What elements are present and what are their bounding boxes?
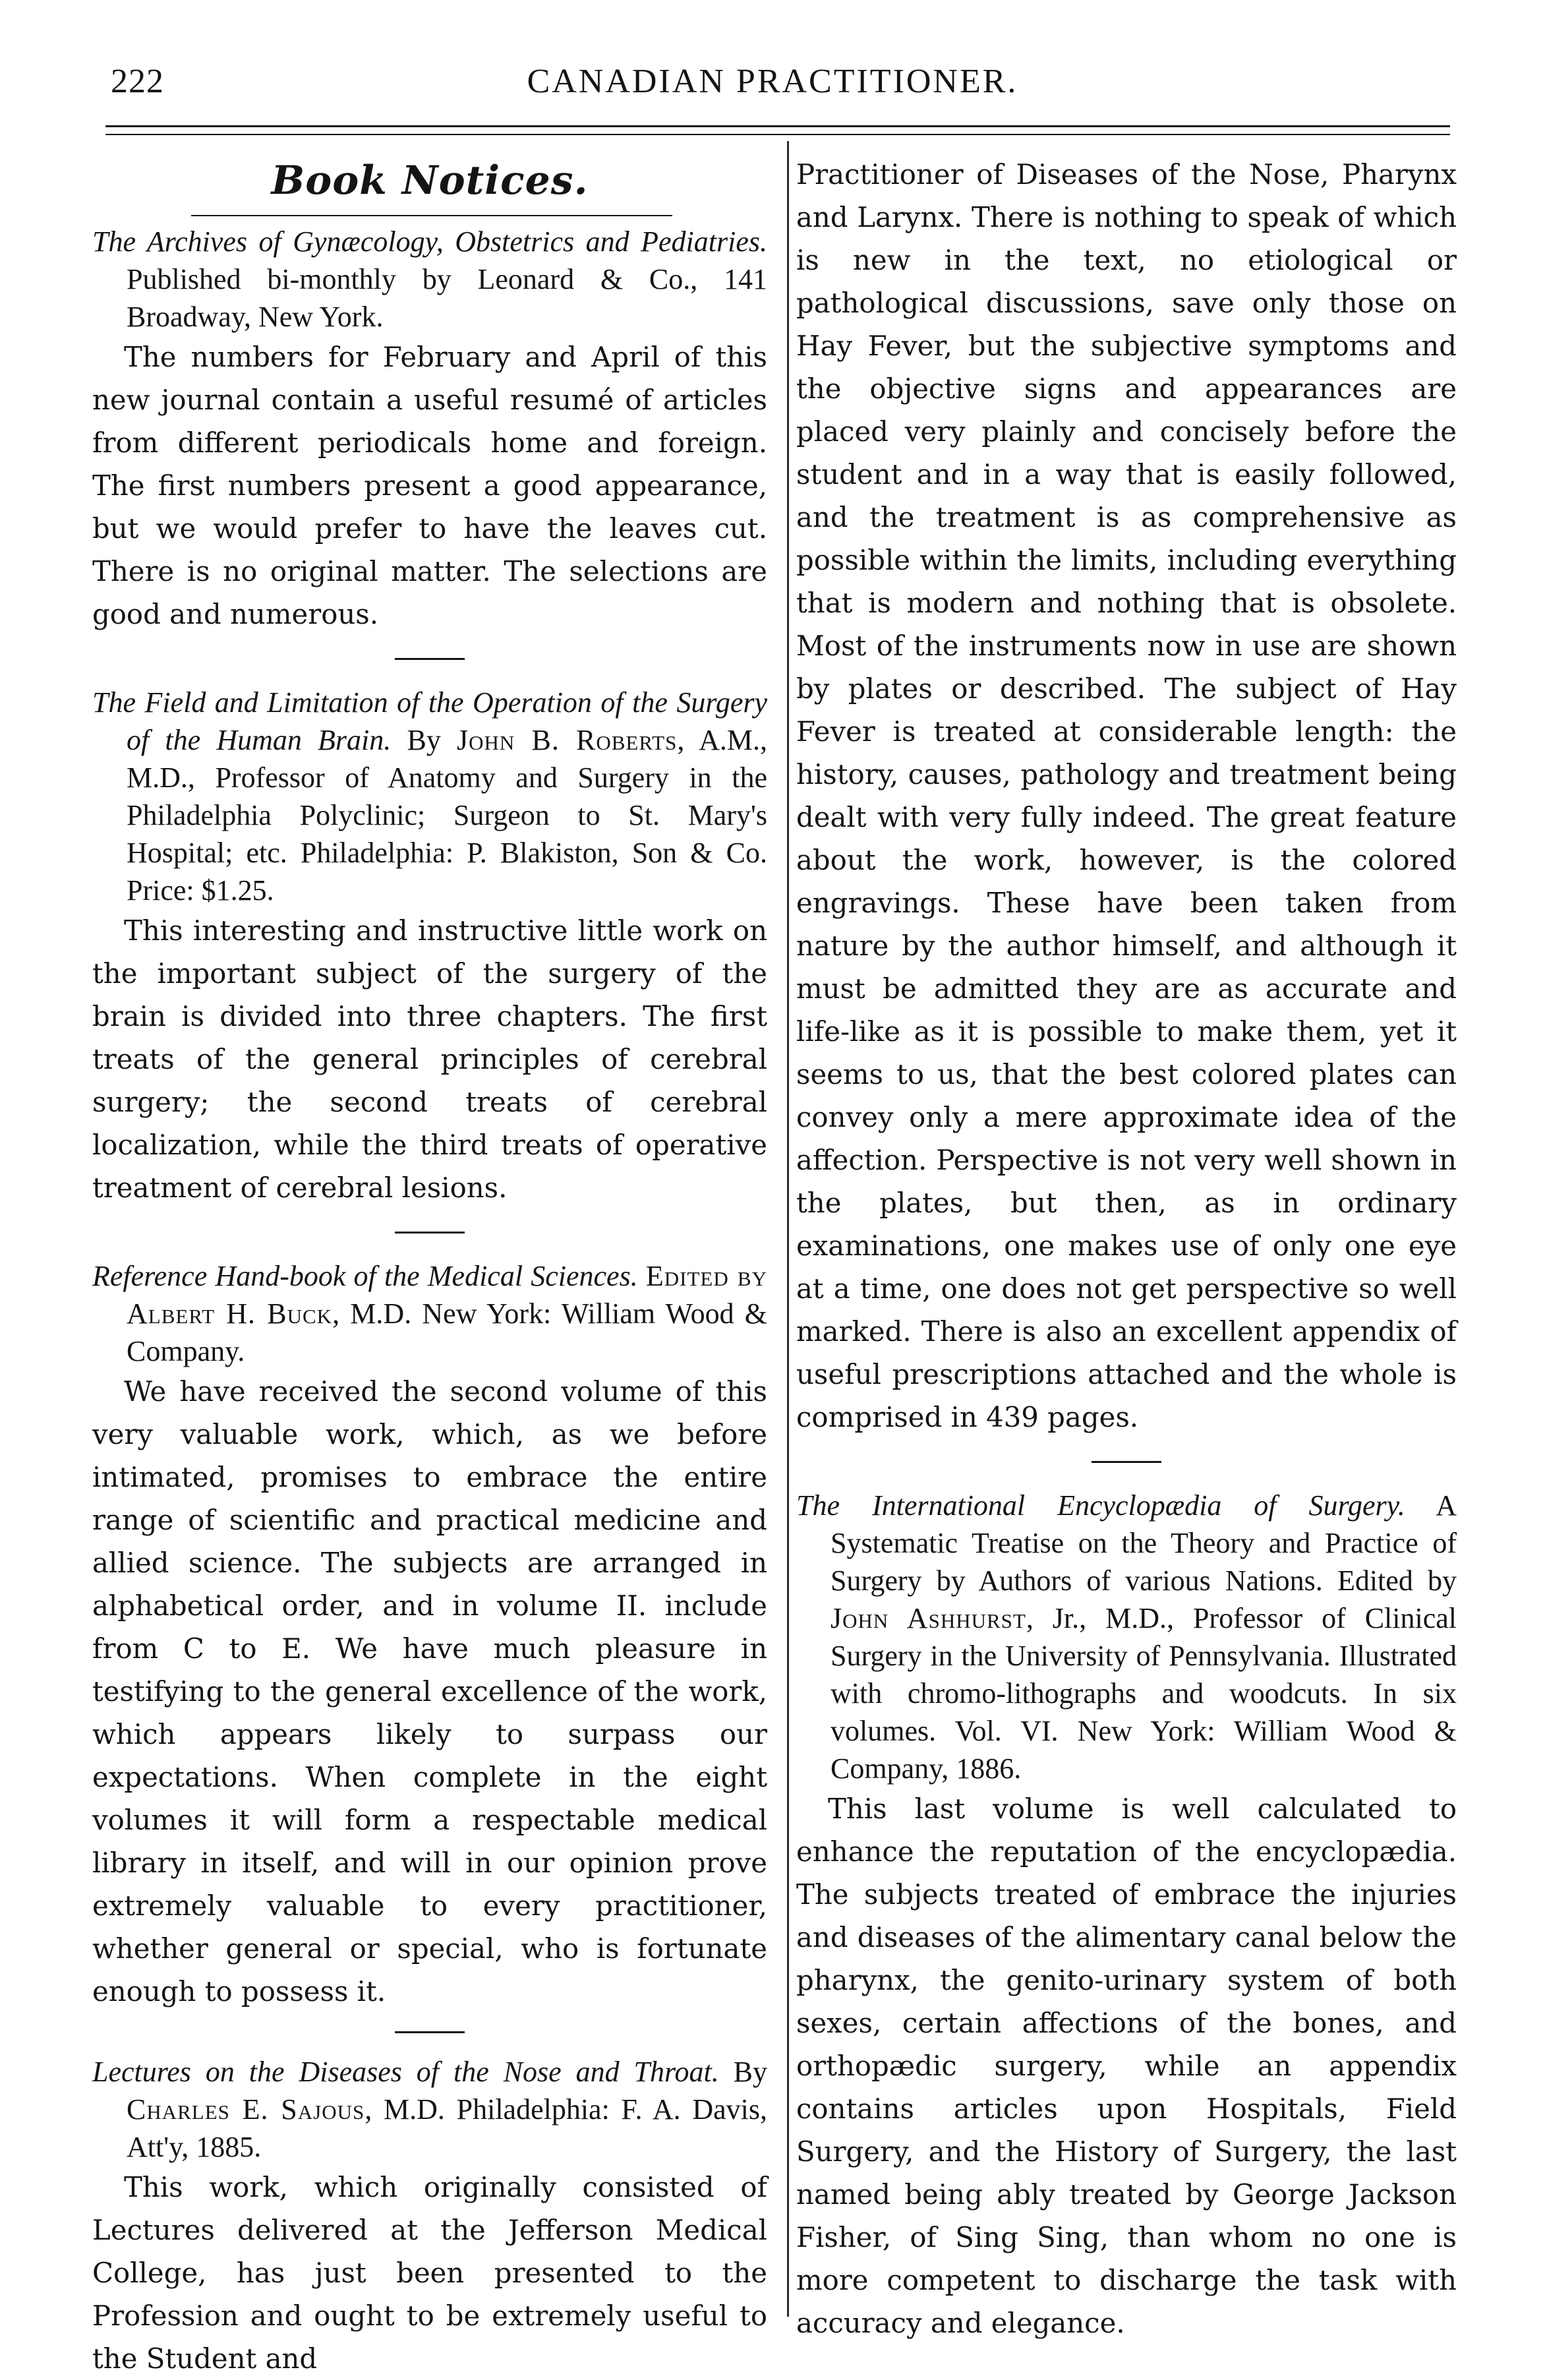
section-heading: Book Notices. — [271, 158, 589, 204]
column-divider — [787, 141, 789, 2317]
book-notice-encyclopaedia-surgery — [796, 1487, 1457, 2344]
book-title: Lectures on the Diseases of the Nose and Throat. — [92, 2056, 719, 2088]
publication-details: A Systematic Treatise on the Theory and Practice of Surgery by Authors of various Nations. Edited by — [831, 1489, 1457, 1597]
author-name: John Ashhurst — [831, 1602, 1026, 1634]
header-rule-bottom — [105, 134, 1450, 135]
entry-separator — [395, 1232, 465, 1234]
book-notice-archives-gynaecology — [92, 223, 767, 636]
review-text: We have received the second volume of this very valuable work, which, as we before intimated, promises to embrace the entire range of scientific and practical medicine and allied science. The subjects are arranged in alphabetical order, and in volume II. include from C to E. We have much pleasure in testifying to the general excellence of the work, which appears likely to surpass our expectations. When complete in the eight volumes it will form a respectable medical library in itself, and will in our opinion prove extremely valuable to every practitioner, whether general or special, who is fortunate enough to possess it. — [92, 1375, 767, 2008]
author-name: Charles E. Sajous — [127, 2093, 365, 2126]
citation — [92, 1257, 767, 1370]
publication-details: , A.M., M.D., Professor of Anatomy and Surgery in the Philadelphia Polyclinic; Surgeon to St. Mary's Hospital; etc. Philadelphia: P. Blakiston, Son & Co. Price: $1.25. — [127, 724, 767, 907]
publication-details: Published bi-monthly by Leonard & Co., 141 Broadway, New York. — [127, 263, 767, 333]
book-title: Reference Hand-book of the Medical Sciences. — [92, 1260, 638, 1292]
book-title: The Field and Limitation of the Operation of the Surgery of the Human Brain. — [92, 686, 767, 756]
citation — [796, 1487, 1457, 1787]
citation — [92, 2053, 767, 2166]
entry-separator — [395, 658, 465, 660]
entry-separator — [1092, 1461, 1161, 1463]
editor-name: Edited by Albert H. Buck — [127, 1260, 767, 1330]
book-title: The International Encyclopædia of Surgery. — [796, 1489, 1405, 1522]
publication-details: , M.D. New York: William Wood & Company. — [127, 1297, 767, 1367]
book-notice-nose-throat — [92, 2053, 767, 2380]
right-column — [796, 153, 1457, 2344]
review-text-continuation: Practitioner of Diseases of the Nose, Pharynx and Larynx. There is nothing to speak of which is new in the text, no etiological or pathological discussions, save only those on Hay Fever, but the subjective symptoms and the objective signs and appearances are placed very plainly and concisely before the student and in a way that is easily followed, and the treatment is as comprehensive as possible within the limits, including everything that is modern and nothing that is obsolete. Most of the instruments now in use are shown by plates or described. The subject of Hay Fever is treated at considerable length: the history, causes, pathology and treatment being dealt with very fully indeed. The great feature about the work, however, is the colored engravings. These have been taken from nature by the author himself, and although it must be admitted they are as accurate and life-like as it is possible to make them, yet it seems to us, that the best colored plates can convey only a mere approximate idea of the affection. Perspective is not very well shown in the plates, but then, as in ordinary examinations, one makes use of only one eye at a time, one does not get perspective so well marked. There is also an excellent appendix of useful prescriptions attached and the whole is comprised in 439 pages. — [796, 158, 1457, 1433]
review-text: This last volume is well calculated to enhance the reputation of the encyclopædia. The subjects treated of embrace the injuries and diseases of the alimentary canal below the pharynx, the genito-urinary system of both sexes, certain affections of the bones, and orthopædic surgery, while an appendix contains articles upon Hospitals, Field Surgery, and the History of Surgery, the last named being ably treated by George Jackson Fisher, of Sing Sing, than whom no one is more competent to discharge the task with accuracy and elegance. — [796, 1793, 1457, 2339]
review-text: This work, which originally consisted of Lectures delivered at the Jefferson Medical College, has just been presented to the Profession and ought to be extremely useful to the Student and — [92, 2171, 767, 2375]
review-text: The numbers for February and April of this new journal contain a useful resumé of articles from different periodicals home and foreign. The first numbers present a good appearance, but we would prefer to have the leaves cut. There is no original matter. The selections are good and numerous. — [92, 341, 767, 630]
entry-separator — [395, 2031, 465, 2033]
heading-rule — [191, 215, 672, 216]
book-title: The Archives of Gynæcology, Obstetrics and Pediatries. — [92, 225, 767, 258]
running-head — [0, 58, 1545, 111]
publication-details-continued: , Jr., M.D., Professor of Clinical Surgery in the University of Pennsylvania. Illustrated with chromo-lithographs and woodcuts. In six volumes. Vol. VI. New York: William Wood & Company, 1886. — [831, 1602, 1457, 1785]
header-rule-top — [105, 125, 1450, 127]
page-number: 222 — [111, 63, 164, 100]
journal-title: CANADIAN PRACTITIONER. — [527, 63, 1018, 100]
publication-details: , M.D. Philadelphia: F. A. Davis, Att'y, 1885. — [127, 2093, 768, 2163]
author-name: John B. Roberts — [457, 724, 678, 756]
book-notice-surgery-human-brain — [92, 684, 767, 1209]
book-notice-reference-handbook — [92, 1257, 767, 2013]
citation — [92, 684, 767, 909]
by-label: By — [407, 724, 441, 756]
left-column — [92, 153, 767, 2380]
review-text: This interesting and instructive little work on the important subject of the surgery of the brain is divided into three chapters. The first treats of the general principles of cerebral surgery; the second treats of cerebral localization, while the third treats of operative treatment of cerebral lesions. — [92, 914, 767, 1204]
by-label: By — [733, 2056, 767, 2088]
citation — [92, 223, 767, 336]
